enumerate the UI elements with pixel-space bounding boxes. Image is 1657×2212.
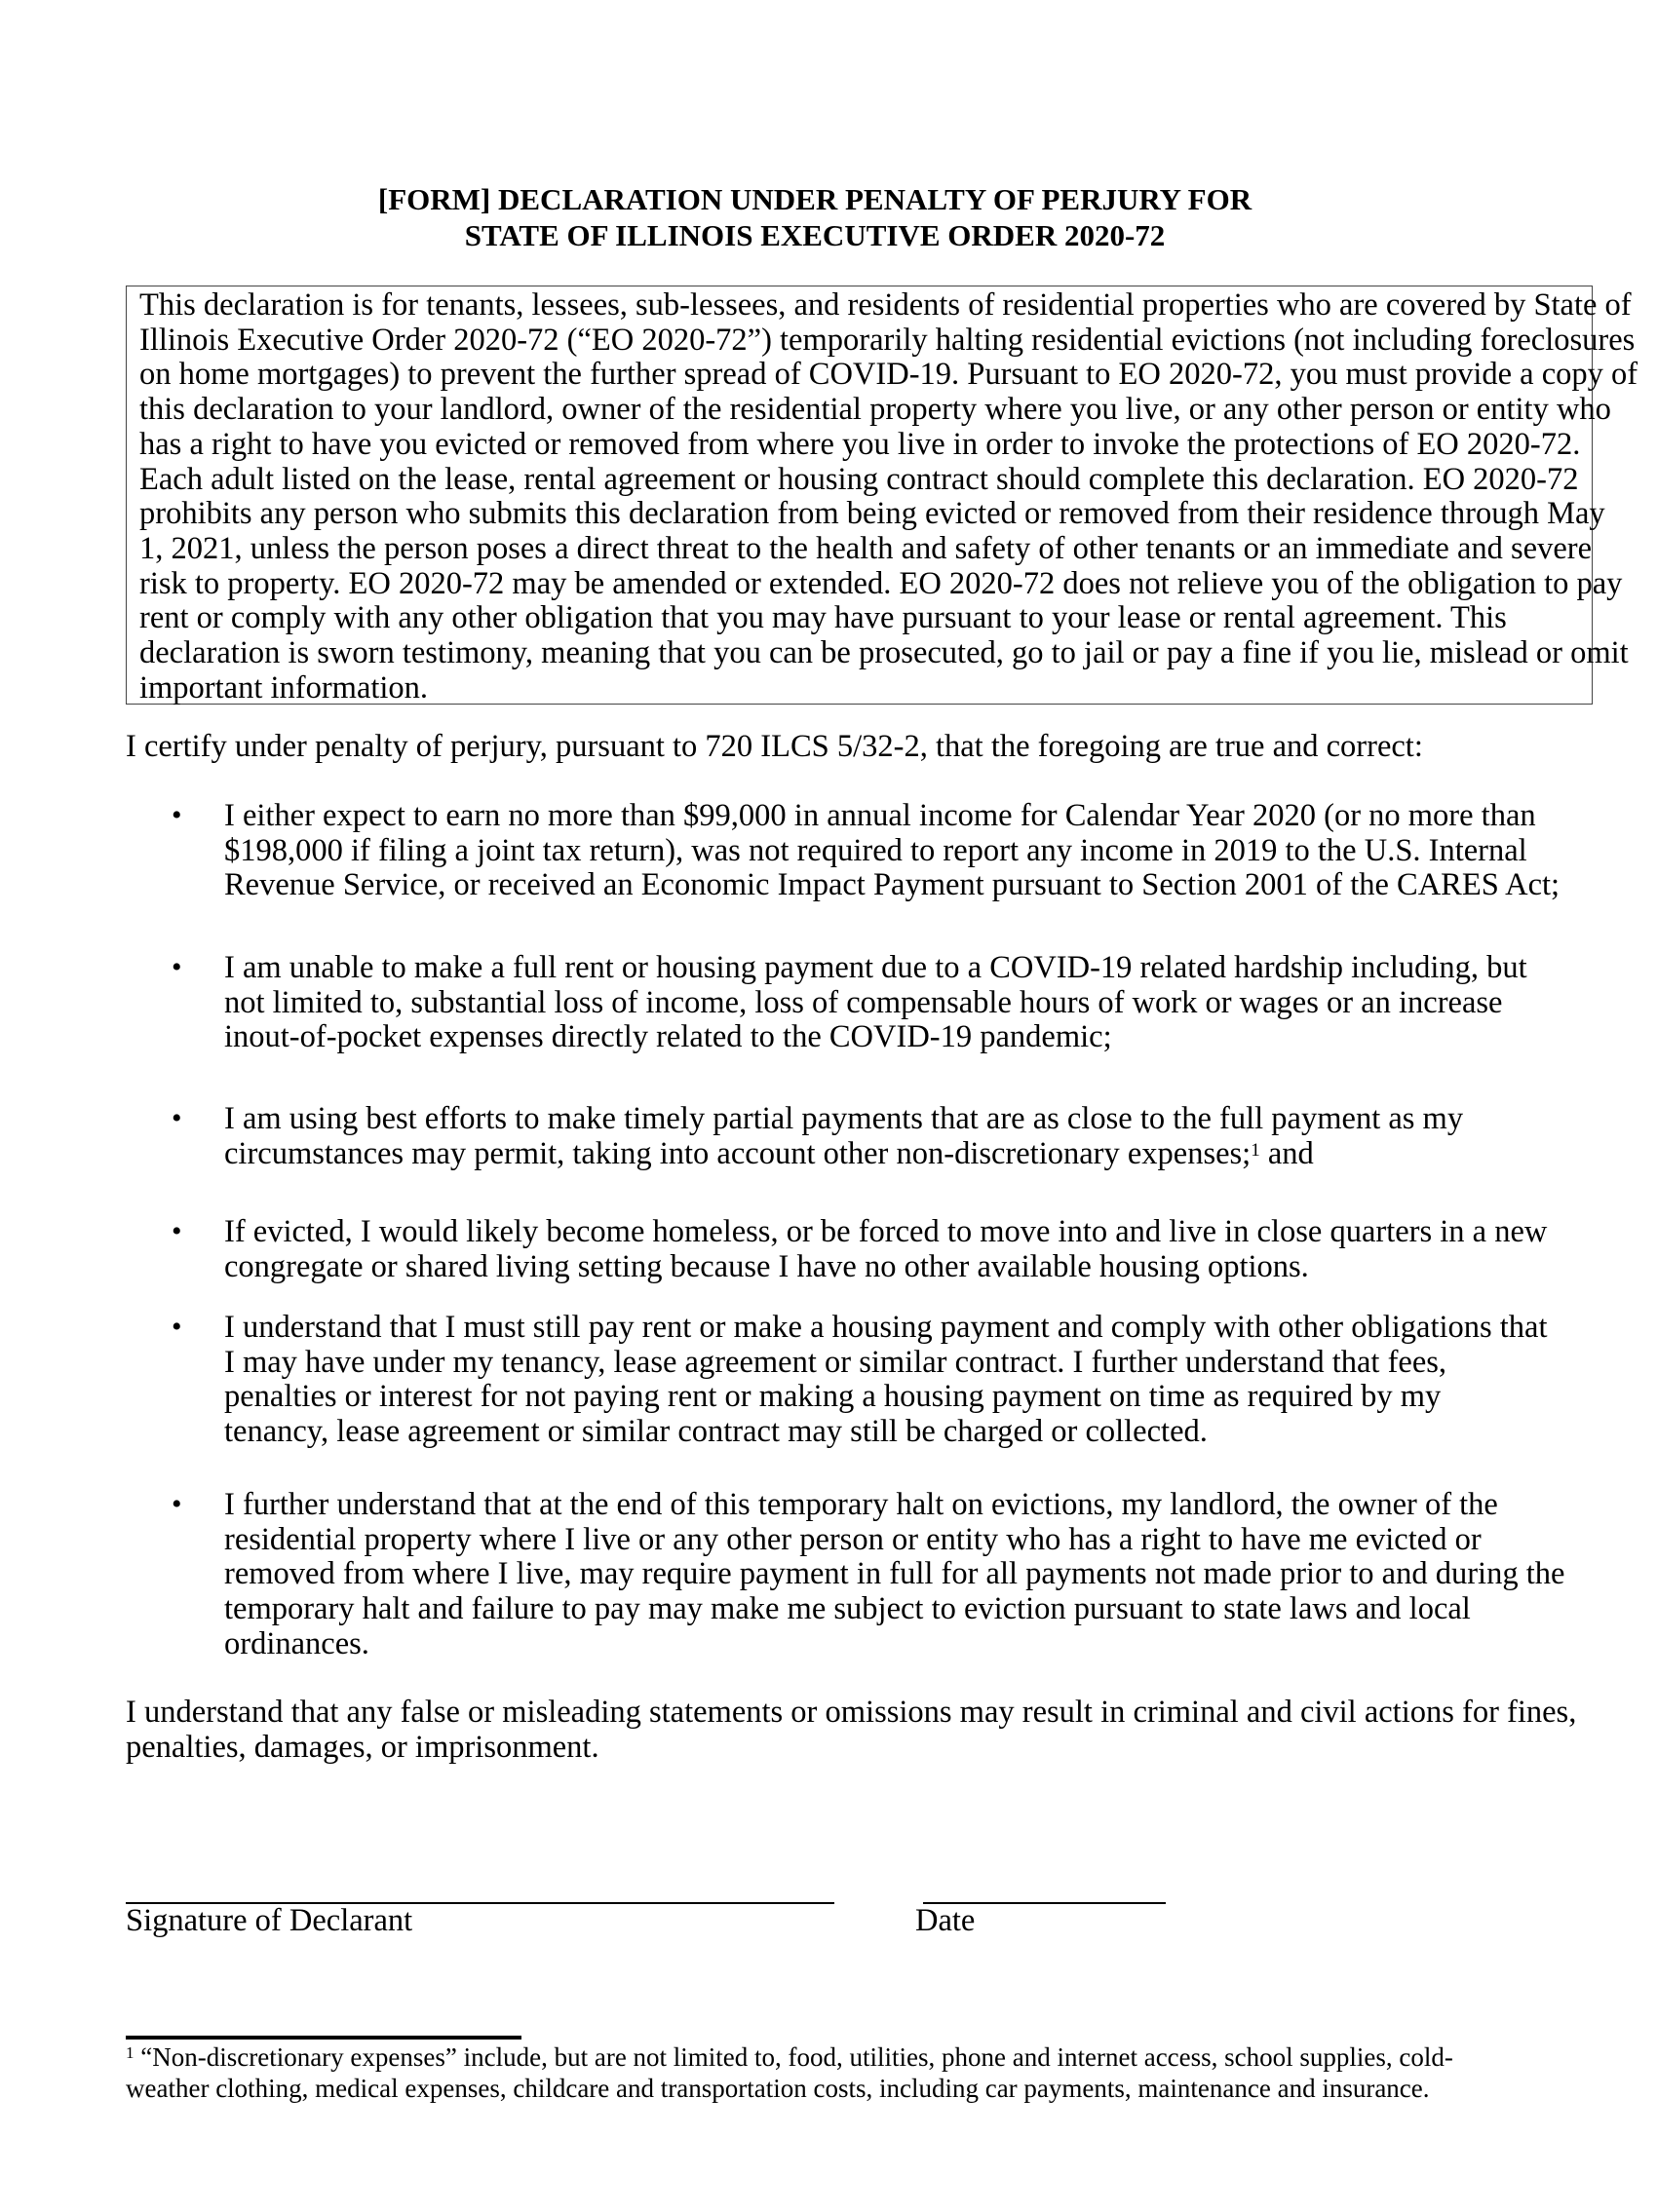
certify-statement: I certify under penalty of perjury, pursuant to 720 ILCS 5/32-2, that the foregoing are true and correct: bbox=[126, 729, 1423, 764]
footnote-number: 1 bbox=[126, 2043, 135, 2062]
closing-statement: I understand that any false or misleading statements or omissions may result in criminal and civil actions for fines, penalties, damages, or imprisonment. bbox=[126, 1695, 1577, 1765]
footnote-reference: 1 bbox=[1251, 1139, 1260, 1161]
certification-item-partial-payments bbox=[224, 1102, 1463, 1171]
item-text-tail: and bbox=[1259, 1135, 1314, 1171]
certification-item-income: I either expect to earn no more than $99,000 in annual income for Calendar Year 2020 (or no more than $198,000 if filing a joint tax return), was not required to report any income in 2019 to the U.S. Internal Revenue Service, or received an Economic Impact Payment pursuant to Section 2001 of the CARES Act; bbox=[224, 798, 1561, 903]
certification-item-obligations: I understand that I must still pay rent or make a housing payment and comply with other obligations that I may have under my tenancy, lease agreement or similar contract. I further understand that fees, penalties or interest for not paying rent or making a housing payment on time as required by my tenancy, lease agreement or similar contract may still be charged or collected. bbox=[224, 1310, 1548, 1450]
form-title: [FORM] DECLARATION UNDER PENALTY OF PERJURY FOR STATE OF ILLINOIS EXECUTIVE ORDER 2020-72 bbox=[377, 182, 1252, 252]
bullet-icon: • bbox=[172, 951, 182, 983]
certification-item-hardship: I am unable to make a full rent or housing payment due to a COVID-19 related hardship including, but not limited to, substantial loss of income, loss of compensable hours of work or wages or an increase inout-of-pocket expenses directly related to the COVID-19 pandemic; bbox=[224, 950, 1527, 1055]
bullet-icon: • bbox=[172, 1102, 182, 1134]
bullet-icon: • bbox=[172, 1488, 182, 1520]
signature-label: Signature of Declarant bbox=[126, 1903, 413, 1938]
bullet-icon: • bbox=[172, 799, 182, 831]
item-text: I am using best efforts to make timely partial payments that are as close to the full payment as my circumstances may permit, taking into account other non-discretionary expenses; bbox=[224, 1101, 1464, 1171]
footnote bbox=[126, 2041, 1453, 2104]
notice-text: This declaration is for tenants, lessees, sub-lessees, and residents of residential properties who are covered by State of Illinois Executive Order 2020-72 (“EO 2020-72”) temporarily halting residential evictions (not including foreclosures on home mortgages) to prevent the further spread of COVID-19. Pursuant to EO 2020-72, you must provide a copy of this declaration to your landlord, owner of the residential property where you live, or any other person or entity who has a right to have you evicted or removed from where you live in order to invoke the protections of EO 2020-72. Each adult listed on the lease, rental agreement or housing contract should complete this declaration. EO 2020-72 prohibits any person who submits this declaration from being evicted or removed from their residence through May 1, 2021, unless the person poses a direct threat to the health and safety of other tenants or an immediate and severe risk to property. EO 2020-72 may be amended or extended. EO 2020-72 does not relieve you of the obligation to pay rent or comply with any other obligation that you may have pursuant to your lease or rental agreement. This declaration is sworn testimony, meaning that you can be prosecuted, go to jail or pay a fine if you lie, mislead or omit important information. bbox=[139, 287, 1638, 706]
footnote-separator bbox=[126, 2036, 521, 2040]
footnote-text: “Non-discretionary expenses” include, but are not limited to, food, utilities, phone and internet access, school supplies, cold- weather clothing, medical expenses, childcare and transportation costs, including car payments, maintenance and insurance. bbox=[126, 2042, 1453, 2103]
certification-item-homeless: If evicted, I would likely become homeless, or be forced to move into and live in close quarters in a new congregate or shared living setting because I have no other available housing options. bbox=[224, 1214, 1548, 1284]
certification-item-payment-in-full: I further understand that at the end of this temporary halt on evictions, my landlord, the owner of the residential property where I live or any other person or entity who has a right to have me evicted or removed from where I live, may require payment in full for all payments not made prior to and during the temporary halt and failure to pay may make me subject to eviction pursuant to state laws and local ordinances. bbox=[224, 1487, 1565, 1661]
bullet-icon: • bbox=[172, 1311, 182, 1343]
date-label: Date bbox=[915, 1903, 976, 1938]
bullet-icon: • bbox=[172, 1215, 182, 1247]
